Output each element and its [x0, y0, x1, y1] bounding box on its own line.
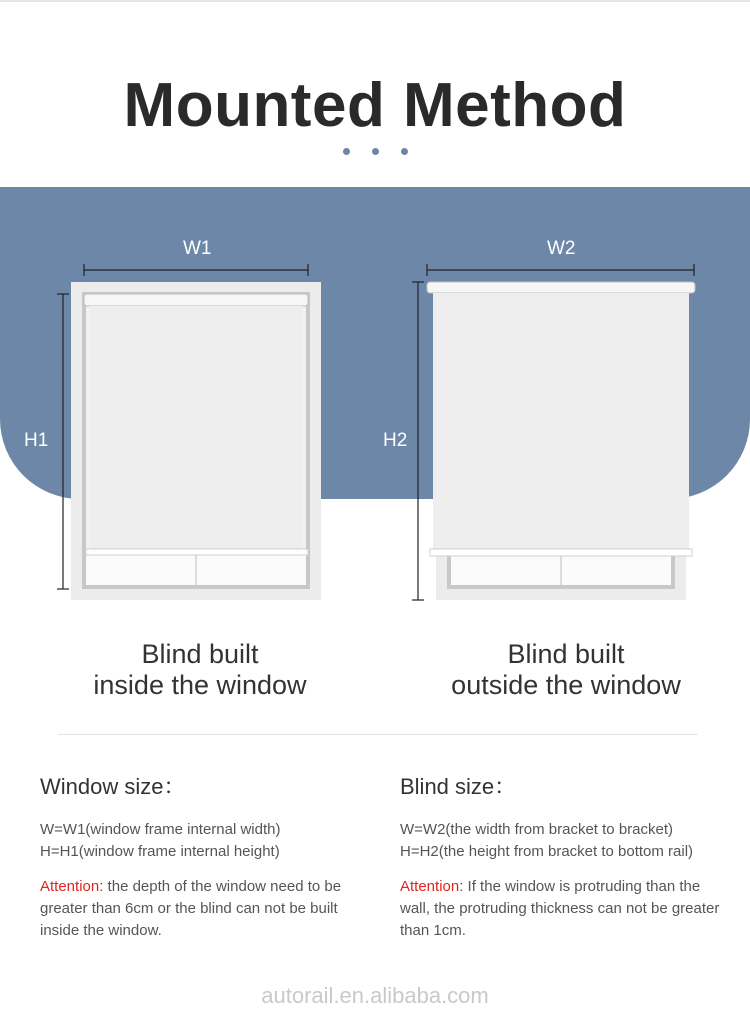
w1-dimension-line: [84, 264, 308, 276]
window-size-formula-h: H=H1(window frame internal height): [40, 843, 280, 860]
section-divider: [58, 734, 698, 735]
inside-caption-line1: Blind built: [141, 639, 259, 669]
outside-caption-line2: outside the window: [451, 670, 681, 700]
h1-dimension-line: [57, 294, 69, 589]
outside-caption-line1: Blind built: [507, 639, 625, 669]
window-size-attention: [40, 876, 345, 942]
attention-text: : the depth of the window need to be greater than 6cm or the blind can not be built inside the window.: [40, 878, 342, 939]
blind-size-heading: Blind size：: [400, 774, 517, 799]
inside-caption-line2: inside the window: [93, 670, 307, 700]
window-size-formula-w: W=W1(window frame internal width): [40, 821, 281, 838]
footer-watermark: autorail.en.alibaba.com: [261, 983, 489, 1008]
blind-size-formula-h: H=H2(the height from bracket to bottom rail): [400, 843, 694, 860]
outside-mount-blind: [427, 282, 695, 556]
page-title: Mounted Method: [123, 71, 627, 140]
w1-label: W1: [183, 238, 212, 259]
h1-label: H1: [24, 430, 49, 451]
inside-mount-blind: [84, 294, 308, 555]
attention-label: Attention: [40, 878, 100, 895]
window-size-section: [40, 770, 390, 942]
w2-dimension-line: [427, 264, 694, 276]
window-size-heading: Window size：: [40, 774, 186, 799]
attention-text: : If the window is protruding than the wall, the protruding thickness can not be greater than 1cm.: [400, 878, 720, 939]
blind-size-attention: [400, 876, 720, 942]
blind-size-formula-w: W=W2(the width from bracket to bracket): [400, 821, 674, 838]
attention-label: Attention: [400, 878, 460, 895]
inside-caption: [35, 639, 365, 701]
outside-caption: [401, 639, 731, 701]
blind-size-section: [400, 770, 750, 942]
h2-label: H2: [383, 430, 408, 451]
h2-dimension-line: [412, 282, 424, 600]
w2-label: W2: [547, 238, 576, 259]
